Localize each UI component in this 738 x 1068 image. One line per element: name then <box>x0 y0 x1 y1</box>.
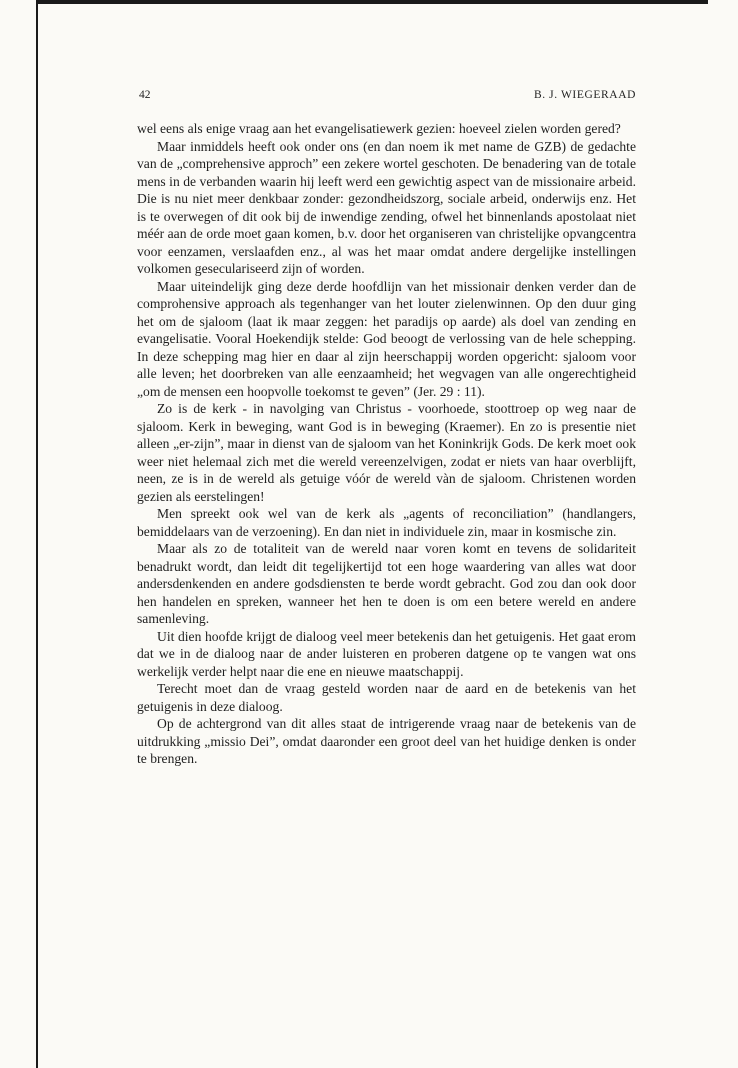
body-text <box>137 120 636 768</box>
top-border-line <box>36 0 708 4</box>
left-border-line <box>36 0 38 1068</box>
paragraph: Men spreekt ook wel van de kerk als „agents of reconciliation” (handlangers, bemiddelaars van de verzoening). En dan niet in individuele zin, maar in kosmische zin. <box>137 506 636 539</box>
paragraph: Op de achtergrond van dit alles staat de intrigerende vraag naar de betekenis van de uitdrukking „missio Dei”, omdat daaronder een groot deel van het huidige denken is onder te brengen. <box>137 716 636 766</box>
paragraph: Terecht moet dan de vraag gesteld worden naar de aard en de betekenis van het getuigenis in deze dialoog. <box>137 681 636 714</box>
paragraph: Zo is de kerk - in navolging van Christus - voorhoede, stoottroep op weg naar de sjaloom. Kerk in beweging, want God is in beweging (Kraemer). En zo is presentie niet alleen „er-zijn”, maar in dienst van de sjaloom van het Koninkrijk Gods. De kerk moet ook weer niet helemaal zich met die wereld vereenzelvigen, zodat er niets van haar overblijft, neen, ze is in de wereld als getuige vóór de wereld vàn de sjaloom. Christenen worden gezien als eerstelingen! <box>137 401 636 504</box>
page-number: 42 <box>139 89 151 101</box>
running-head-author: B. J. WIEGERAAD <box>533 89 636 101</box>
paragraph: Maar als zo de totaliteit van de wereld naar voren komt en tevens de solidariteit benadrukt wordt, dan leidt dit tegelijkertijd tot een hoge waardering van alles wat door andersdenkenden en andere godsdiensten te berde wordt gebracht. God zou dan ook door hen handelen en spreken, wanneer het hen te doen is om een betere wereld en andere samenleving. <box>137 541 636 626</box>
paragraph: wel eens als enige vraag aan het evangelisatiewerk gezien: hoeveel zielen worden gered? <box>137 121 621 136</box>
paragraph: Uit dien hoofde krijgt de dialoog veel meer betekenis dan het getuigenis. Het gaat erom dat we in de dialoog naar de ander luisteren en proberen datgene op te vangen wat ons werkelijk verder helpt naar die ene en nieuwe maatschappij. <box>137 628 636 679</box>
paragraph: Maar inmiddels heeft ook onder ons (en dan noem ik met name de GZB) de gedachte van de „comprehensive approch” een zekere wortel geschoten. De benadering van de totale mens in de verbanden waarin hij leeft werd een gewichtig aspect van de missionaire arbeid. Die is nu niet meer denkbaar zonder: gezondheidszorg, sociale arbeid, onderwijs enz. Het is te overwegen of dit ook bij de inwendige zending, ofwel het binnenlands apostolaat niet méér aan de orde moet gaan komen, b.v. door het organiseren van christelijke opvangcentra voor eenzamen, verslaafden enz., al was het maar omdat andere dergelijke instellingen volkomen geseculariseerd zijn of worden. <box>137 138 636 276</box>
paragraph: Maar uiteindelijk ging deze derde hoofdlijn van het missionair denken verder dan de comprohensive approach als tegenhanger van het louter zielenwinnen. Op den duur ging het om de sjaloom (laat ik maar zeggen: het paradijs op aarde) als doel van zending en evangelisatie. Vooral Hoekendijk stelde: God beoogt de verlossing van de hele schepping. In deze schepping mag hier en daar al zijn heerschappij worden opgericht: sjaloom voor alle leven; het doorbreken van alle eenzaamheid; het wegvagen van alle ongerechtigheid „om de mensen een hoopvolle toekomst te geven” (Jer. 29 : 11). <box>137 278 636 399</box>
running-head <box>139 89 636 105</box>
